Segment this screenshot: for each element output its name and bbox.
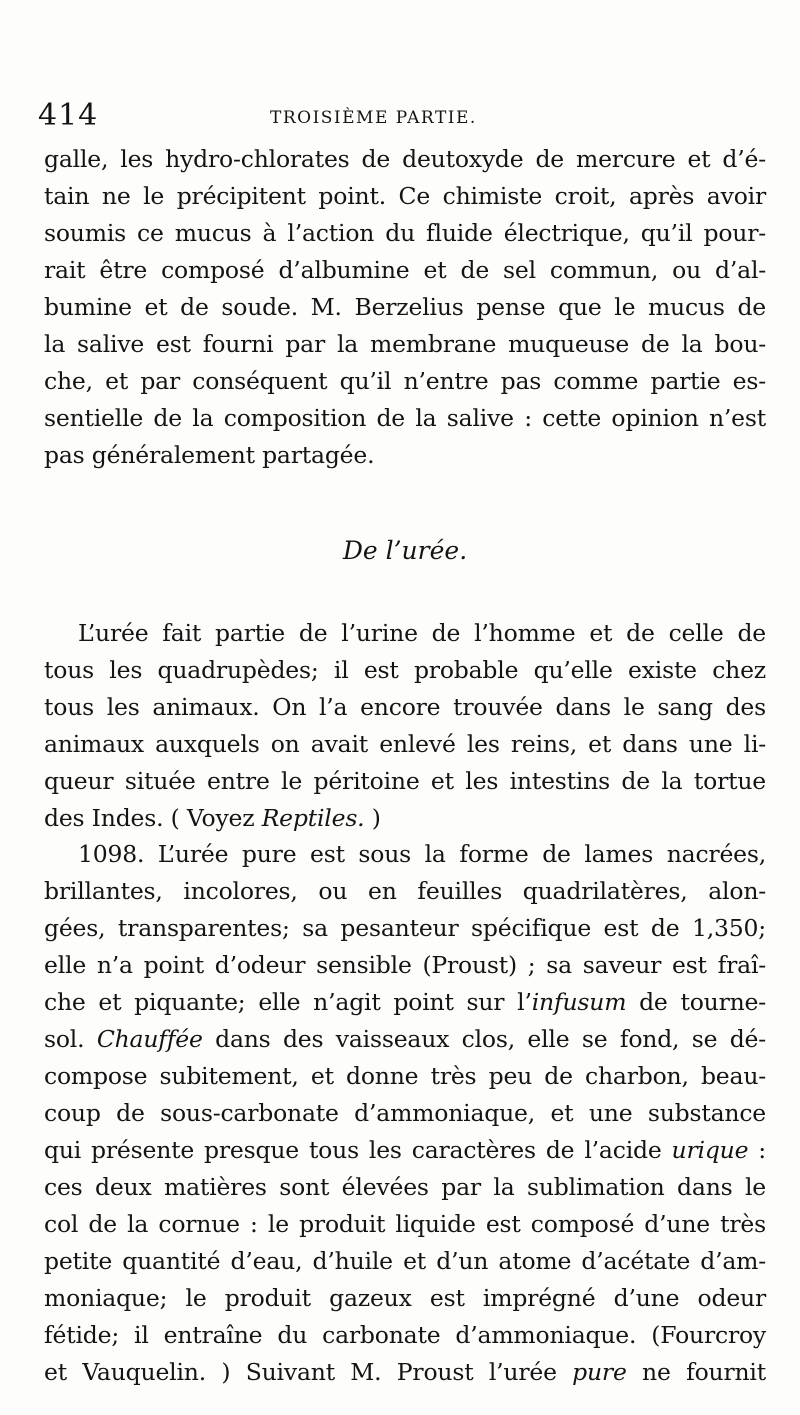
text-run: sol. xyxy=(44,1025,97,1053)
running-title: TROISIÈME PARTIE. xyxy=(270,108,477,128)
text-line: tous les quadrupèdes; il est probable qu’elle existe chez xyxy=(44,656,766,684)
text-line: bumine et de soude. M. Berzelius pense que le mucus de xyxy=(44,293,766,321)
text-run: et Vauquelin. ) Suivant M. Proust l’urée xyxy=(44,1358,573,1386)
page-header xyxy=(38,98,768,138)
text-run: : xyxy=(748,1136,766,1164)
text-line: che, et par conséquent qu’il n’entre pas comme partie es- xyxy=(44,367,766,395)
text-line: sentielle de la composition de la salive : cette opinion n’est xyxy=(44,404,766,432)
text-line: 1098. L’urée pure est sous la forme de lames nacrées, xyxy=(78,840,766,868)
text-line: fétide; il entraîne du carbonate d’ammoniaque. (Fourcroy xyxy=(44,1321,766,1349)
text-line: animaux auxquels on avait enlevé les reins, et dans une li- xyxy=(44,730,766,758)
text-line: pas généralement partagée. xyxy=(44,441,375,469)
paragraph-1098 xyxy=(44,840,766,1398)
text-line: ces deux matières sont élevées par la sublimation dans le xyxy=(44,1173,766,1201)
text-run: des Indes. ( Voyez xyxy=(44,804,262,832)
text-line: coup de sous-carbonate d’ammoniaque, et une substance xyxy=(44,1099,766,1127)
text-run: qui présente presque tous les caractères de l’acide xyxy=(44,1136,672,1164)
text-line: L’urée fait partie de l’urine de l’homme et de celle de xyxy=(78,619,766,647)
text-line: tous les animaux. On l’a encore trouvée dans le sang des xyxy=(44,693,766,721)
text-line: soumis ce mucus à l’action du fluide électrique, qu’il pour- xyxy=(44,219,766,247)
text-line xyxy=(44,1025,766,1065)
section-heading: De l’urée. xyxy=(342,536,468,565)
text-run: ) xyxy=(364,804,381,832)
italic-reference: Reptiles. xyxy=(261,804,365,832)
text-line: la salive est fourni par la membrane muqueuse de la bou- xyxy=(44,330,766,358)
text-line: moniaque; le produit gazeux est imprégné d’une odeur xyxy=(44,1284,766,1312)
italic-term: urique xyxy=(671,1136,749,1164)
text-line xyxy=(44,988,766,1028)
text-line: col de la cornue : le produit liquide est composé d’une très xyxy=(44,1210,766,1238)
text-line: galle, les hydro-chlorates de deutoxyde de mercure et d’é- xyxy=(44,145,766,173)
text-run: dans des vaisseaux clos, elle se fond, se dé- xyxy=(202,1025,766,1053)
text-line: tain ne le précipitent point. Ce chimiste croit, après avoir xyxy=(44,182,766,210)
text-line: petite quantité d’eau, d’huile et d’un atome d’acétate d’am- xyxy=(44,1247,766,1275)
paragraph-mucus-salive xyxy=(44,145,766,481)
text-run: ne fournit xyxy=(626,1358,766,1386)
italic-term: Chauffée xyxy=(96,1025,203,1053)
text-line xyxy=(44,1358,766,1398)
text-line: compose subitement, et donne très peu de charbon, beau- xyxy=(44,1062,766,1090)
paragraph-uree-intro xyxy=(44,619,766,844)
text-run: che et piquante; elle n’agit point sur l’ xyxy=(44,988,532,1016)
text-line xyxy=(44,804,766,844)
text-line: queur située entre le péritoine et les intestins de la tortue xyxy=(44,767,766,795)
text-line: elle n’a point d’odeur sensible (Proust) ; sa saveur est fraî- xyxy=(44,951,766,979)
italic-term: infusum xyxy=(531,988,627,1016)
text-line: brillantes, incolores, ou en feuilles quadrilatères, alon- xyxy=(44,877,766,905)
text-line: gées, transparentes; sa pesanteur spécifique est de 1,350; xyxy=(44,914,766,942)
text-line: rait être composé d’albumine et de sel commun, ou d’al- xyxy=(44,256,766,284)
page-number: 414 xyxy=(38,98,99,133)
italic-term: pure xyxy=(572,1358,627,1386)
text-run: de tourne- xyxy=(626,988,766,1016)
text-line xyxy=(44,1136,766,1176)
